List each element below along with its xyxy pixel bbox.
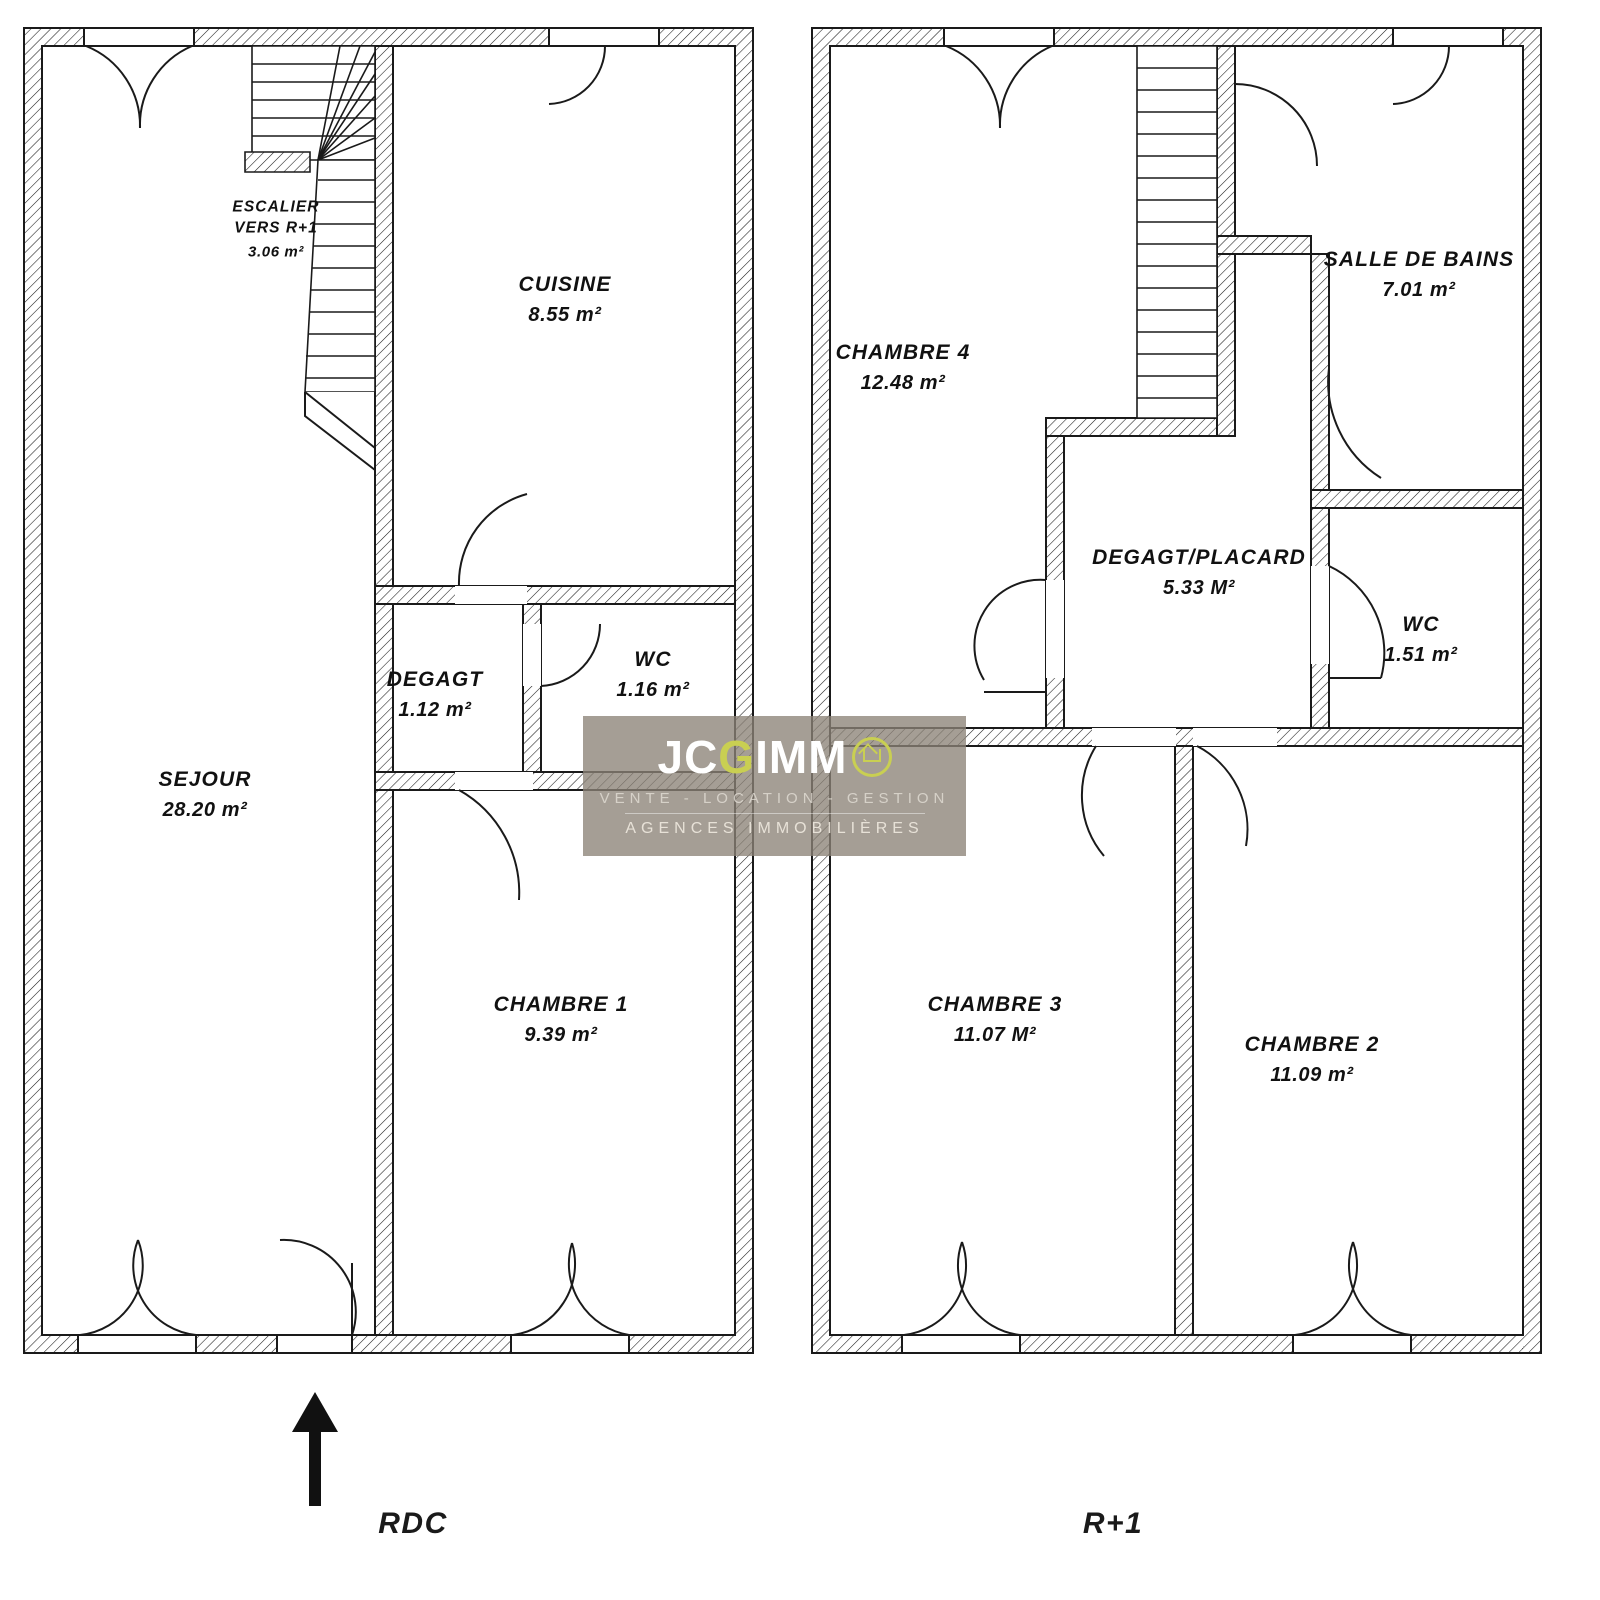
room-label-chambre-2: CHAMBRE 2 11.09 m² [1244,1033,1380,1086]
room-label-degagt-placard: DEGAGT/PLACARD 5.33 M² [1092,546,1306,599]
floor-title-r1: R+1 [1082,1507,1144,1540]
room-label-sejour: SEJOUR 28.20 m² [158,768,252,821]
room-label-degagt-rdc: DEGAGT 1.12 m² [386,668,484,721]
room-label-cuisine: CUISINE 8.55 m² [518,273,612,326]
room-label-chambre-3: CHAMBRE 3 11.07 M² [927,993,1063,1046]
room-label-escalier: ESCALIER VERS R+1 3.06 m² [232,198,320,261]
floor-title-rdc: RDC [378,1507,448,1540]
r1-staircase [1137,46,1217,418]
room-label-salle-de-bains: SALLE DE BAINS 7.01 m² [1323,248,1515,301]
room-label-wc-rdc: WC 1.16 m² [616,648,690,701]
entrance-arrow [292,1392,338,1506]
room-label-chambre-1: CHAMBRE 1 9.39 m² [493,993,629,1046]
watermark-subtitle: AGENCES IMMOBILIÈRES [625,820,924,837]
watermark-brand: JC G IMM [657,734,891,780]
room-label-chambre-4: CHAMBRE 4 12.48 m² [835,341,971,394]
watermark-tagline: VENTE - LOCATION - GESTION [599,790,950,807]
room-label-wc-r1: WC 1.51 m² [1384,613,1458,666]
